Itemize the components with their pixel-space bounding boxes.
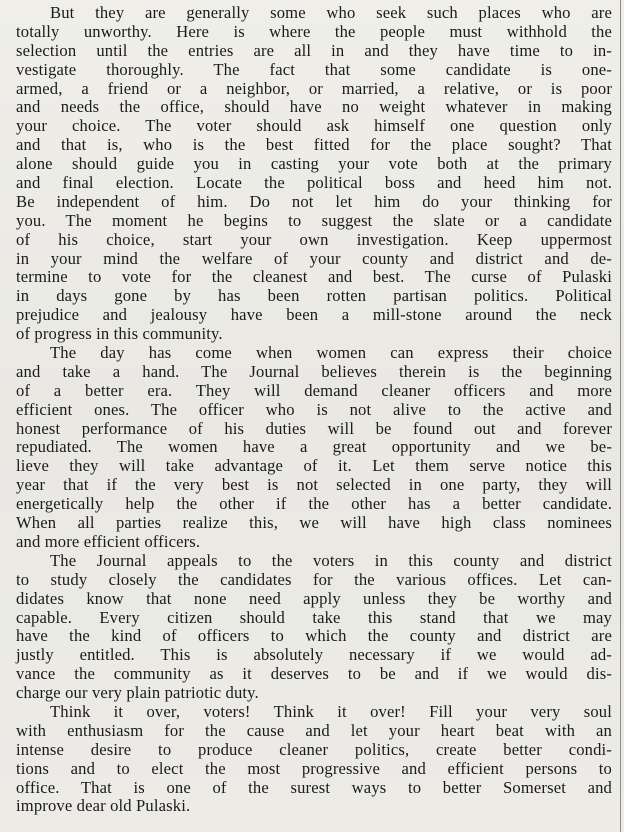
- text-line: justly entitled. This is absolutely necessary if we would ad-: [16, 645, 612, 665]
- text-line: energetically help the other if the other has a better candidate.: [16, 494, 612, 514]
- text-line: repudiated. The women have a great opportunity and we be-: [16, 437, 612, 457]
- column-rule: [620, 0, 621, 832]
- text-line: But they are generally some who seek such places who are: [50, 3, 612, 22]
- text-line: termine to vote for the cleanest and best. The curse of Pulaski: [16, 267, 612, 287]
- text-line: and more efficient officers.: [16, 531, 201, 551]
- text-line: honest performance of his duties will be found out and forever: [16, 418, 612, 438]
- paragraph-journal-appeal: [16, 552, 612, 703]
- text-line: and take a hand. The Journal believes therein is the beginning: [16, 361, 612, 381]
- text-line: armed, a friend or a neighbor, or married, a relative, or is poor: [16, 78, 612, 98]
- text-line: with enthusiasm for the cause and let your heart beat with an: [16, 720, 612, 740]
- text-line: office. That is one of the surest ways to better Somerset and: [16, 777, 612, 797]
- text-line: in your mind the welfare of your county and district and de-: [16, 248, 612, 268]
- text-line: capable. Every citizen should take this stand that we may: [16, 607, 612, 627]
- text-line: vance the community as it deserves to be and if we would dis-: [16, 664, 612, 684]
- text-line: and final election. Locate the political boss and heed him not.: [16, 173, 612, 193]
- text-line: The day has come when women can express their choice: [50, 343, 612, 363]
- text-line: of a better era. They will demand cleaner officers and more: [16, 380, 612, 400]
- text-line: didates know that none need apply unless they be worthy and: [16, 588, 612, 608]
- text-line: your choice. The voter should ask himself one question only: [16, 116, 612, 136]
- text-line: and needs the office, should have no weight whatever in making: [16, 97, 612, 117]
- paragraph-closing-exhortation: [16, 703, 612, 816]
- text-line: The Journal appeals to the voters in this county and district: [50, 550, 612, 570]
- text-line: tions and to elect the most progressive and efficient persons to: [16, 758, 612, 778]
- text-line: When all parties realize this, we will have high class nominees: [16, 513, 612, 533]
- paragraph-candidate-selection: [16, 4, 612, 344]
- text-line: year that if the very best is not selected in one party, they will: [16, 475, 612, 495]
- text-line: in days gone by has been rotten partisan politics. Political: [16, 286, 612, 306]
- text-line: intense desire to produce cleaner politics, create better condi-: [16, 739, 612, 759]
- text-line: you. The moment he begins to suggest the slate or a candidate: [16, 210, 612, 230]
- paragraph-women-voters: [16, 344, 612, 552]
- text-line: to study closely the candidates for the various offices. Let can-: [16, 569, 612, 589]
- text-line: efficient ones. The officer who is not alive to the active and: [16, 399, 612, 419]
- text-line: of progress in this community.: [16, 324, 223, 344]
- text-line: of his choice, start your own investigation. Keep uppermost: [16, 229, 612, 249]
- text-line: charge our very plain patriotic duty.: [16, 683, 259, 703]
- text-line: alone should guide you in casting your vote both at the primary: [16, 154, 612, 174]
- text-line: improve dear old Pulaski.: [16, 796, 191, 816]
- text-line: selection until the entries are all in and they have time to in-: [16, 40, 612, 60]
- text-line: Be independent of him. Do not let him do your thinking for: [16, 191, 612, 211]
- text-line: and that is, who is the best fitted for the place sought? That: [16, 135, 612, 155]
- text-line: lieve they will take advantage of it. Let them serve notice this: [16, 456, 612, 476]
- text-line: totally unworthy. Here is where the people must withhold the: [16, 21, 612, 41]
- text-line: vestigate thoroughly. The fact that some candidate is one-: [16, 59, 612, 79]
- text-line: have the kind of officers to which the county and district are: [16, 626, 612, 646]
- text-line: prejudice and jealousy have been a mill-stone around the neck: [16, 305, 612, 325]
- text-line: Think it over, voters! Think it over! Fill your very soul: [50, 701, 612, 721]
